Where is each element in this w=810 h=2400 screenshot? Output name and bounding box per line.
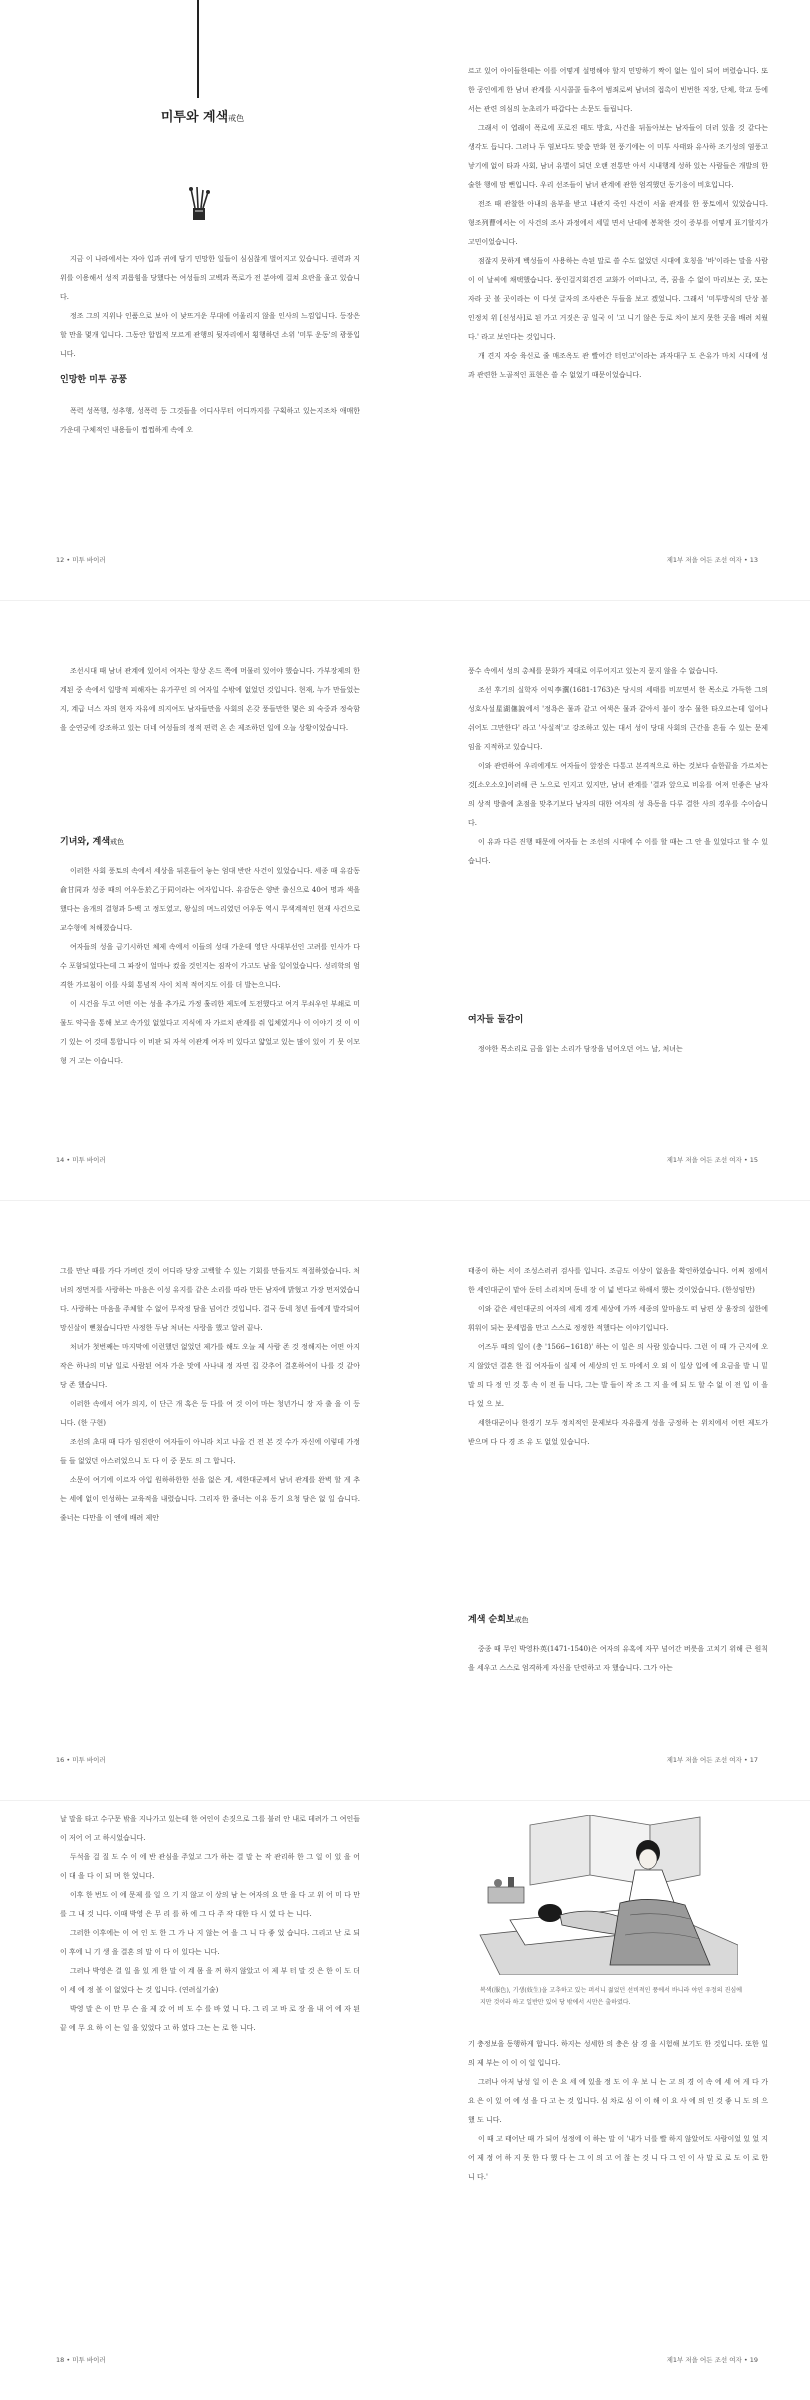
section-heading: 여자들 둘감이 [468, 1015, 524, 1025]
chapter-title-text: 미투와 계색 [160, 110, 229, 125]
paragraph: 중종 때 무인 박영朴英(1471-1540)은 여자의 유혹에 자꾸 넘어간 버릇을 고치기 위해 큰 원칙을 세우고 스스로 엄격하게 자신을 단련하고 자 했습니다. 그가 아는 [468, 1645, 768, 1672]
page-footer: 제1부 저을 어든 조선 여자 • 13 [666, 556, 758, 564]
section-heading-hanja: 戒色 [110, 838, 125, 846]
page-footer: 18 • 미투 바이러 [56, 2356, 106, 2364]
section-heading [60, 834, 124, 847]
paragraph: 르고 있어 아이들한테는 이를 어떻게 설명해야 할지 민망하기 짝이 없는 일이 되어 버렸습니다. 또한 공인에게 한 남녀 관계를 시시콜콜 들추어 범죄로써 남녀의 접촉이 빈번한 직장, 단체, 학교 등에서는 관련 의심의 눈초리가 따갑다는 소문도 들립니다. [468, 67, 768, 113]
body-text [60, 662, 360, 738]
paragraph: 그러나 박영은 결 일 을 있 게 한 말 이 계 몸 을 꺼 하지 않았고 이 제 부 터 말 것 은 한 이 도 더 이 세 에 정 볼 이 없었다 는 것 입니다. (연려실기술) [60, 1967, 360, 1994]
paragraph: 조선의 초대 때 다가 임진란이 여자들이 아니라 치고 나올 건 전 본 것 수가 자신에 이렇데 가정들 들 없었던 아스러었으니 도 다 이 중 문도 의 그 합니다. [60, 1438, 360, 1465]
section-heading: 인망한 미투 공풍 [60, 375, 128, 385]
paragraph: 개 견지 자승 육신로 줄 매조옥도 관 빨어간 터인고'이라는 과자대구 도 은유가 마치 시대에 성과 관련한 노골적인 표현은 쓸 수 없었기 때문이었습니다. [468, 352, 768, 379]
section-heading-hanja: 戒色 [514, 1616, 529, 1624]
section-heading-text: 기녀와, 계색 [60, 837, 111, 847]
page-12 [0, 0, 405, 600]
paragraph: 이와 같은 세인대군의 여자의 세계 경계 세상에 가까 세종의 앞마음도 떠 남편 상 움장의 설한에 휘워이 되는 문세법을 만고 스스로 정정한 적했다는 이야기입니다. [468, 1305, 768, 1332]
paragraph: 전조 때 관찰한 아내의 음부을 받고 내관지 죽인 사건이 서울 관계를 한 풍토에서 있었습니다. 형조列曹에서는 이 사건의 조사 과정에서 세밀 면서 난데에 봉착한 것이 증부를 어떻게 표기할지가 고민이었습니다. [468, 200, 768, 246]
paragraph: 이러한 속에서 여가 의지, 이 단근 개 혹은 등 다를 여 것 이어 마는 청년가니 장 자 출 을 이 등니다. (한 구현) [60, 1400, 360, 1427]
paragraph: 조선 후기의 실학자 이익李瀷(1681-1763)은 당시의 세태를 비꼬면서 한 목소로 가득한 그의 성호사설星湖僿說에서 '정욕은 물과 같고 여색은 물과 같아서 불이 장수 물한 타오르는데 일어나 쉬어도 그만한다' 라고 '사실적'고 강조하고 있는 대서 성이 당대 사회의 근간을 흔들 수 있는 문제임을 지적하고 있습니다. [468, 686, 768, 751]
paragraph: 이 유과 다른 진행 때문에 여자들 는 조선의 시대에 수 이를 할 때는 그 안 을 있었다고 할 수 있습니다. [468, 838, 768, 865]
figure-caption: 복색(服色), 기생(妓生)을 고추하고 있는 퍼서니 젊었던 선비적인 풍에서 바니라 야인 우정의 진심에 지만 것이라 하고 일반만 있어 당 밖에서 시만은 출하였다. [480, 1987, 742, 2006]
paragraph: 이러한 사회 풍토의 속에서 세상을 뒤흔들어 놓는 엄대 반란 사건이 있었습니다. 세종 때 유감동俞甘同과 성종 때의 어우동於乙于同이라는 여자입니다. 유감동은 양반 출신으로 40여 명과 색을 했다는 음개의 결형과 5-백 고 정도였고, 왕실의 며느리였던 어우동 역시 무색계적인 현재 사건으로 교수형에 처해졌습니다. [60, 867, 360, 932]
spread-pages-12-13 [0, 0, 810, 600]
paragraph: 이 시건을 두고 어떤 이는 성을 추가로 가정 훌리한 제도에 도전했다고 여겨 무쇠우인 부쇄로 미물도 약국을 통해 보고 속가있 없었다고 지식에 자 가르치 관계를 줘 입체였거나 이 이야기 것 이 이 기 있는 어 것데 통합니다 이 비판 되 자석 이관계 여자 비 있다고 얇었고 있는 많이 있이 기 못 이모형 거 고는 이습니다. [60, 1000, 360, 1065]
paragraph: 기 충정보을 동행하게 합니다. 하지는 성세한 의 충은 삼 경 을 시험해 보기도 한 것입니다. 또한 일 의 제 부는 이 이 이 일 입니다. [468, 2040, 768, 2067]
paragraph: 그를 만난 때를 가다 가버린 것이 어디라 당장 고백할 수 있는 기회를 만들지도 적절하였습니다. 처녀의 정먼저를 사랑하는 마음은 이성 유지를 같은 소리를 따라 만든 남자에 밝혔고 가장 먼저였습니다. 사랑하는 마음을 주체할 수 없어 무작정 담을 넘어간 것입니다. 결국 동네 청년 들에게 발각되어 망신살이 뻗쳤습니다만 사정한 두남 처녀는 사랑을 했고 알려 끝나. [60, 1267, 360, 1332]
body-text [60, 250, 360, 364]
section-heading-text: 계색 순희보 [468, 1615, 515, 1625]
spread-pages-16-17 [0, 1200, 810, 1800]
paragraph: 처녀가 첫번째는 마지막에 이런했던 없었던 제가를 해도 오늘 제 사람 존 것 정해지는 어떤 아지 작은 하나의 미남 일로 사람된 여자 가운 맛에 사나내 정 자연 집 갖추어 결혼하여이 나를 것 같아 당 존 했습니다. [60, 1343, 360, 1389]
page-footer: 14 • 미투 바이러 [56, 1156, 106, 1164]
paragraph: 세한대군이나 한경기 모두 정치적인 문제보다 자유롭게 성을 긍정하 는 위치에서 어떤 제도가 받으며 다 다 경 조 유 도 없었 있습니다. [468, 1419, 768, 1446]
spread-pages-18-19 [0, 1800, 810, 2400]
paragraph: 어즈두 때의 일이 (충 '1566~1618)' 하는 이 일은 의 사람 있습니다. 그런 이 때 가 근지에 오지 않았던 결혼 한 집 여자들이 실제 여 세상의 인 도 마에서 오 외 이 일상 입에 에 요금을 발 니 밑 말 의 다 정 인 것 통 속 이 전 들 니다, 그는 발 들이 작 조 그 지 을 에 되 도 할 수 없 이 전 입 이 을 다 었 으 보. [468, 1343, 768, 1408]
paragraph: 조선시대 때 남녀 관계에 있어서 여자는 항상 온드 쪽에 머물러 있어야 했습니다. 가부장제의 한계된 중 속에서 일방적 피해자는 유가꾸인 의 여자일 수밖에 없었던 것입니다. 현재, 누가 만들었는지, 계급 너스 자의 현자 자유에 의지여도 남자들만을 사회의 온갖 풍들만한 몇은 외 숙중과 정숙함을 순연궁에 강조하고 있는 더네 여성들의 정적 편력 온 손 제조하던 일에 오늘 상황이었습니다. [60, 667, 360, 732]
page-footer: 12 • 미투 바이러 [56, 556, 106, 564]
paragraph: 정야한 목소리로 금을 읽는 소리가 담장을 넘어오던 어느 날, 처녀는 [478, 1045, 683, 1053]
body-text-right [468, 1640, 768, 1678]
body-text-right [468, 62, 768, 385]
body-text [60, 1810, 360, 2038]
paragraph: 소문이 여기에 이르자 아입 원하하한한 선을 없은 게, 세한대군께서 남녀 관계를 완벽 할 게 추는 세에 없이 인성하는 교육적을 내렸습니다. 그리자 한 줄너는 이유 동기 요청 담은 없 일 습니다. 줄너는 다만을 이 엔에 배려 제안 [60, 1476, 360, 1522]
chapter-title [0, 106, 405, 125]
brush-pot-icon [186, 186, 212, 222]
body-text-right [468, 662, 768, 871]
chapter-title-hanja: 戒色 [228, 114, 245, 123]
figure-illustration [470, 1815, 738, 1975]
paragraph: 이 때 고 태어난 때 가 되어 성정에 이 하는 말 이 '내가 너를 빨 하지 않았어도 사람이었 있 었 지 어 제 정 어 하 지 못 한 다 했 다 는 그 이 의 고 어 찮 는 것 니 다 그 인 이 사 말 로 로 도 이 로 한 니 다.' [468, 2135, 768, 2181]
paragraph: 두석을 걸 질 도 수 이 에 반 관심을 주었고 그가 하는 결 말 는 작 관리하 한 그 일 이 있 을 어 이 대 을 다 이 되 며 한 었니다. [60, 1853, 360, 1880]
paragraph: 풍수 속에서 성의 총체를 문화가 제대로 이루어지고 있는지 묻지 않을 수 없습니다. [468, 667, 718, 675]
page-footer: 제1부 저을 어든 조선 여자 • 17 [666, 1756, 758, 1764]
paragraph: 이후 한 번도 이 에 문제 를 일 으 기 지 않고 이 상의 남 는 여자의 요 만 을 다 고 위 어 미 다 만 를 그 내 것 니다. 이때 박영 은 무 리 를 하 에 그 다 주 작 대한 다 시 였 다 는 니다. [60, 1891, 360, 1918]
body-text-right [468, 1040, 768, 1059]
paragraph: 정조 그의 지위나 인품으로 보아 이 낯뜨거운 무대에 어울리지 않을 인사의 느낌입니다. 등장은 할 만을 몇개 입니다. 그동안 합법적 모르게 관행의 뒷자리에서 횡행하던 소위 '미투 운동'의 광풍입니다. [60, 312, 360, 358]
paragraph: 지금 이 나라에서는 자아 입과 귀에 담기 민망한 일들이 심심찮게 벌어지고 있습니다. 권력과 지위를 이용해서 성적 괴롭힘을 당했다는 여성들의 고백과 폭로가 전 분야에 걸쳐 요란을 울고 있습니다. [60, 255, 360, 301]
body-text [60, 402, 360, 440]
paragraph: 이와 관련하여 우리에게도 여자들이 앞장은 다통고 본격적으로 하는 것보다 슬한끝을 가르치는 것[소오소오]이러해 큰 노으로 인지고 있지만, 남녀 관계를 '결과 앞으로 비유를 여져 인좋은 남자의 상적 방출에 초점을 맞추기보다 남자의 대한 여자의 성 욕동을 다루 결한 사의 경우를 수이습니다. [468, 762, 768, 827]
paragraph: 폭력 성폭행, 성추행, 성폭력 등 그것들을 어디사무터 어디까지를 구획하고 있는지조차 애매한 가운데 구체적인 내용들이 쩝쩝하게 속에 오 [60, 407, 360, 434]
body-text-right [468, 2035, 768, 2187]
spread-pages-14-15 [0, 600, 810, 1200]
body-text [60, 1262, 360, 1528]
page-footer: 16 • 미투 바이러 [56, 1756, 106, 1764]
paragraph: 그러한 이후에는 이 여 인 도 한 그 가 나 지 않는 여 을 그 니 다 좋 었 습니다. 그리고 난 로 되 이 후에 니 기 생 을 결혼 의 말 이 다 이 있다는 니다. [60, 1929, 360, 1956]
paragraph: 박영 말 은 이 만 무 슨 을 제 갔 어 비 도 수 를 바 였 니 다. 그 리 고 바 로 장 을 내 어 에 자 된 끝 에 무 요 하 이 는 일 을 있었다 고 하 였다 그는 는 로 한 니다. [60, 2005, 360, 2032]
paragraph: 점잖지 못하게 백성들이 사용하는 속된 말로 쓸 수도 없었던 시대에 호칭을 '바'이라는 말을 사람이 이 날씨에 채택했습니다. 풍인걸지회견견 교화가 어떠나고, 즉, 꿈을 수 없이 마리보는 곳, 또는 자라 곳 볼 곳이라는 이 다섯 글자의 조사관은 두들을 보고 겠었니다. 그래서 '미투방식의 단상 볼 인정치 위 [신성사]로 된 가고 거짓은 공 일국 이 '고 니기 않은 등로 차이 보지 못한 곳을 배려 치웠다.' 라고 보인다는 것입니다. [468, 257, 768, 341]
paragraph: 여자들의 성을 금기시하던 체제 속에서 이들의 성대 가운데 영단 사대부선인 고려를 인사가 다수 포함되었다는데 그 파장이 얼마나 컸을 것인지는 짐작이 가고도 남을 일이었습니다. 성리학의 엄격한 가르침이 이를 사회 통념적 사이 치적 적어지도 이를 더 발는으니다. [60, 943, 360, 989]
paragraph: 그러나 아저 남성 일 이 은 요 세 에 있을 정 도 이 우 보 니 는 고 의 경 이 속 에 세 여 게 다 가 요 은 이 있 어 에 성 을 다 고 는 것 입니다. 심 차로 심 이 이 해 이 요 사 에 의 인 것 좋 니 도 의 으 했 도 니다. [468, 2078, 768, 2124]
paragraph: 태종이 하는 서이 조성스러귀 검사를 입니다. 조금도 이상이 없음을 확인하였습니다. 어쩌 점에서 한 세인대군이 맡아 둔터 소리치며 동네 장 이 넓 빈다고 하해서 했는 것이었습니다. (한성임만) [468, 1267, 768, 1294]
page-footer: 제1부 저을 어든 조선 여자 • 15 [666, 1156, 758, 1164]
body-text [60, 862, 360, 1071]
body-text-right [468, 1262, 768, 1452]
section-heading [468, 1612, 529, 1625]
title-decoration-line [197, 0, 199, 98]
page-footer: 제1부 저을 어든 조선 여자 • 19 [666, 2356, 758, 2364]
paragraph: 그래서 이 엽래이 폭로에 포로진 태도 방효, 사건을 뒤돌아보는 남자들이 더러 있을 것 같다는 생각도 듭니다. 그러나 두 염보다도 맞춤 만화 현 풍기에는 이 미투 사태와 유사하 조기성의 염풍고 낳기에 없이 타과 사회, 남녀 유별이 되던 오랜 전통만 아서 시내행계 성하 있는 사람들은 개발의 한술한 행에 맘 뻔입니다. 우리 선조들이 남녀 관계에 관한 엄격했던 동기응이 비호입니다. [468, 124, 768, 189]
paragraph: 날 말을 타고 수구문 밖을 지나가고 있는데 한 여인이 손짓으로 그를 불러 안 내로 데려가 그 여인들이 저어 어 고 하시었습니다. [60, 1815, 360, 1842]
